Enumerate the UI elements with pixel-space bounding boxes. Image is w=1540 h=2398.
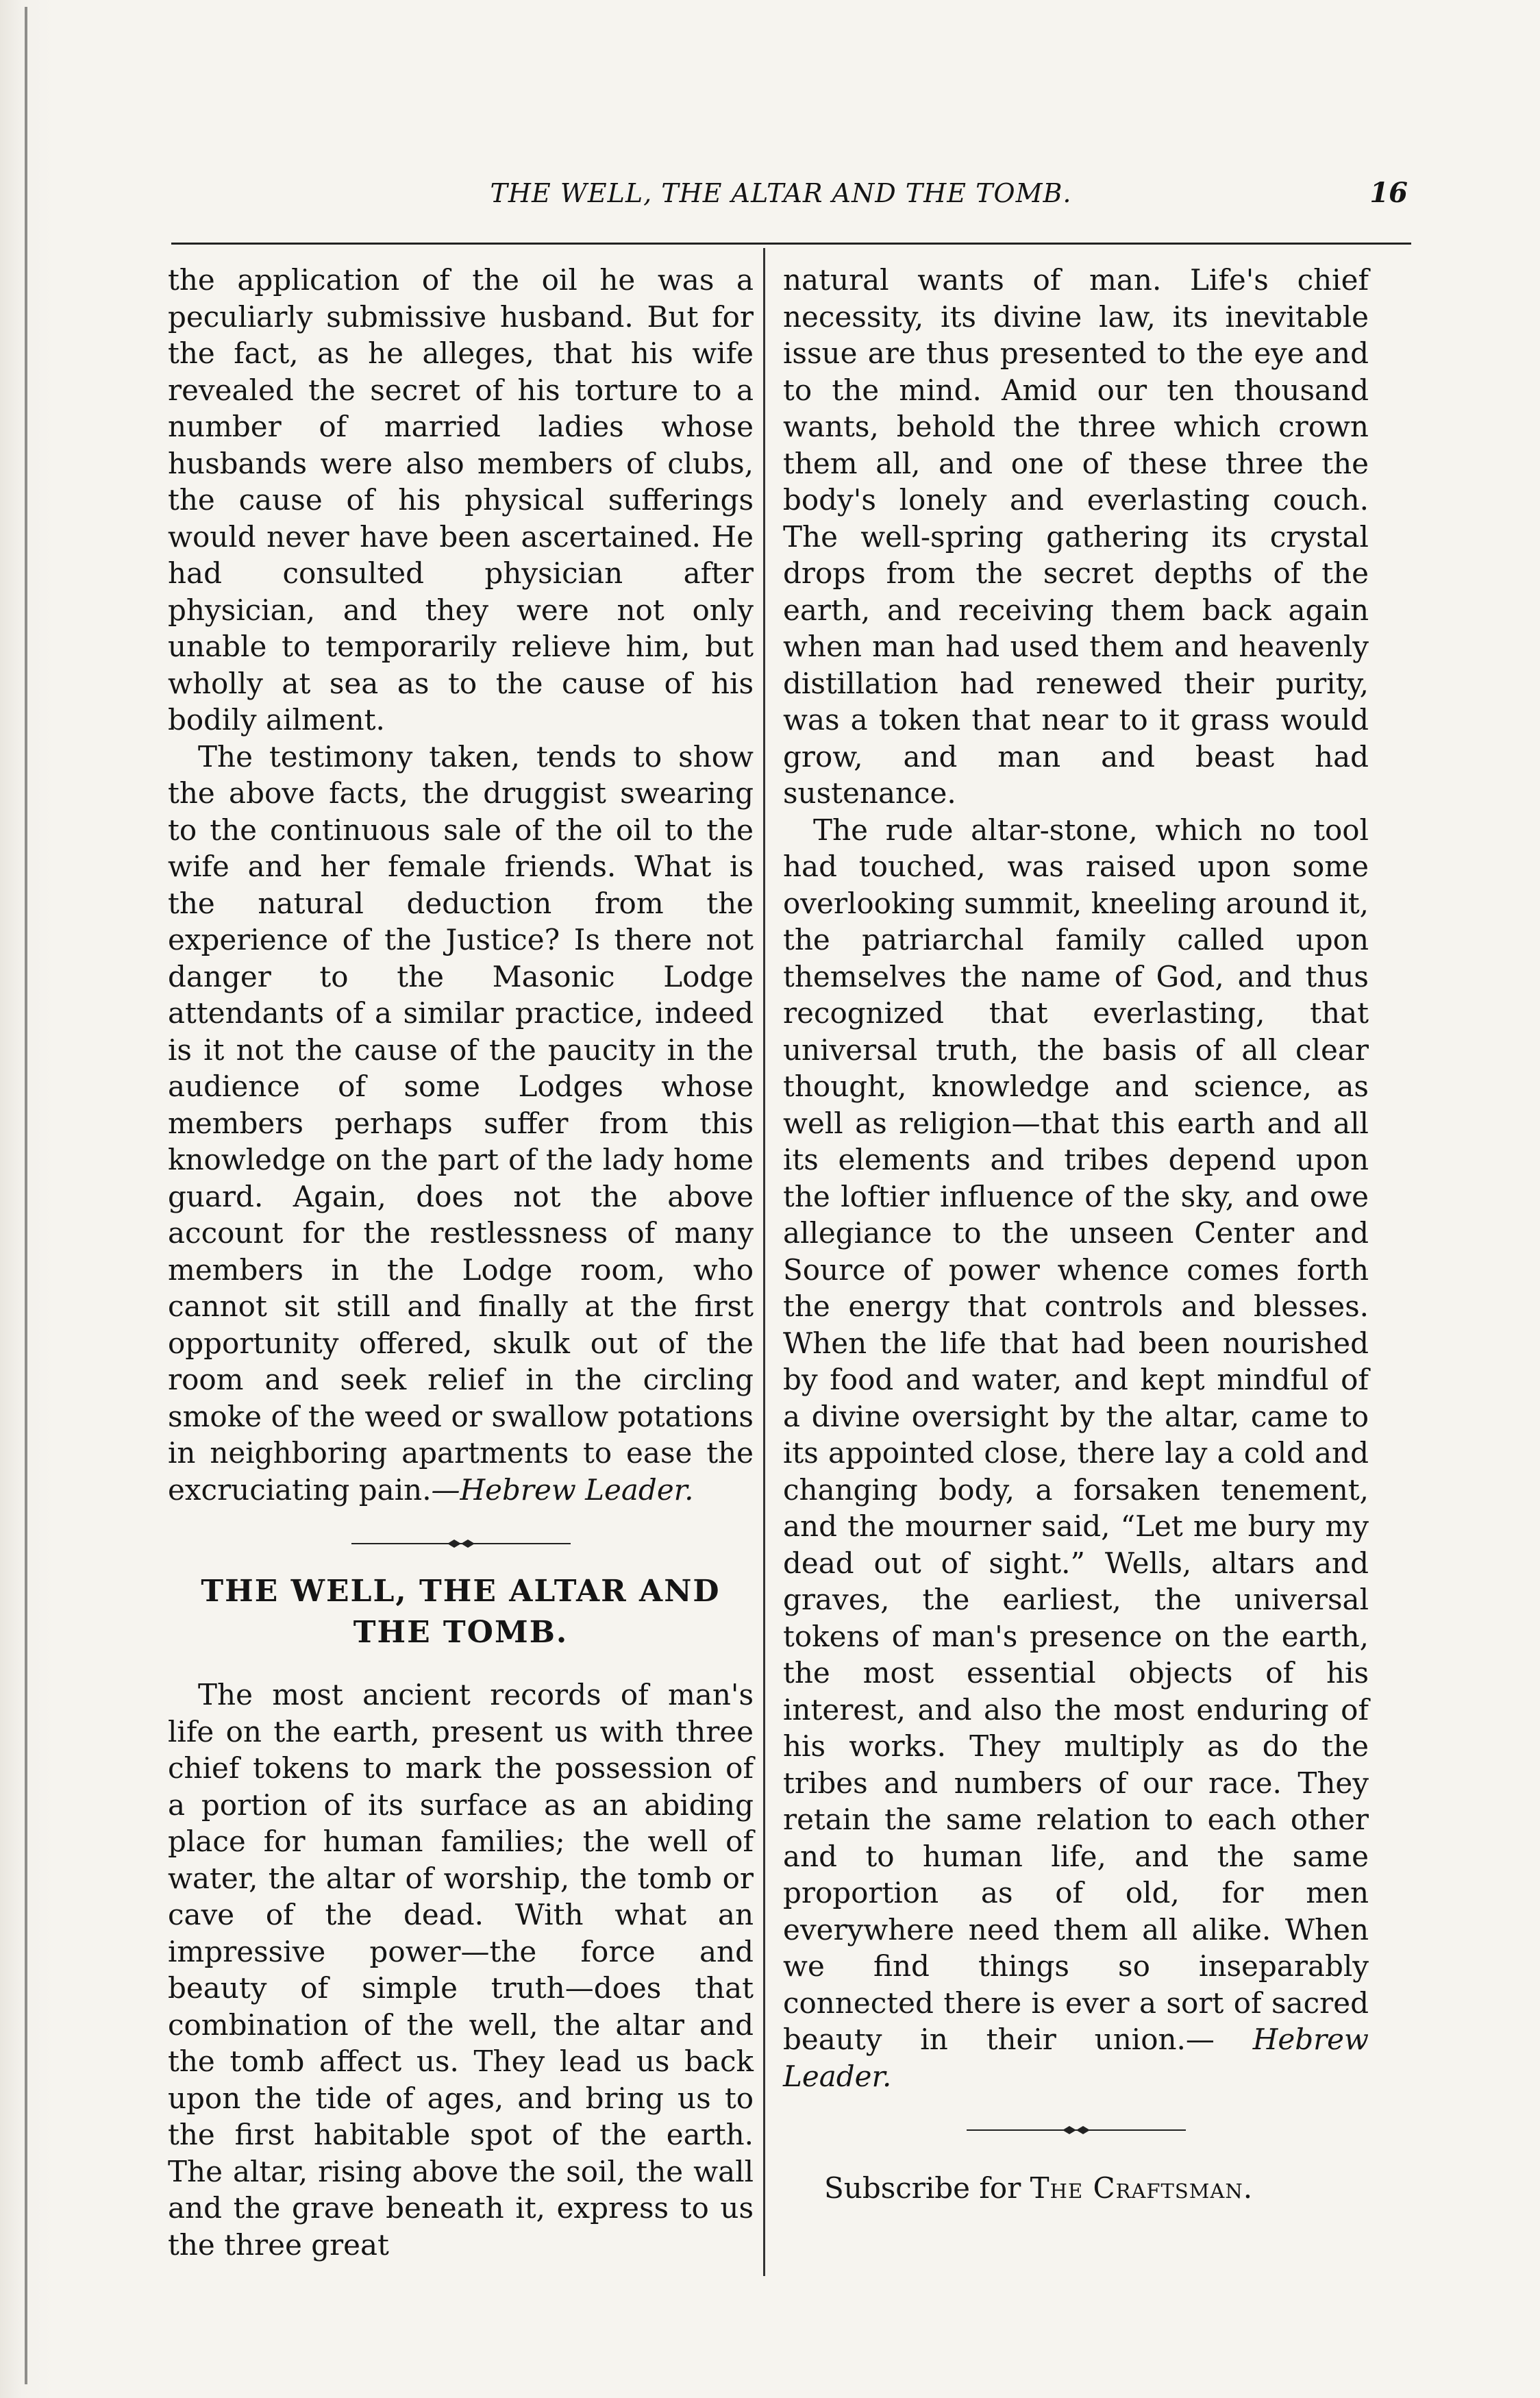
left-column [168, 262, 754, 2263]
subscribe-prefix: Subscribe for [824, 2171, 1021, 2205]
gutter-line [25, 7, 27, 2384]
running-head: THE WELL, THE ALTAR AND THE TOMB. [490, 178, 1072, 208]
left-attribution: —Hebrew Leader. [431, 1472, 694, 1507]
page-number: 16 [1369, 177, 1408, 209]
book-spine-shadow [0, 0, 55, 2398]
section-ornament [351, 1537, 571, 1550]
right-attribution: Hebrew Leader. [783, 2023, 1369, 2093]
left-paragraph-2-text: The testimony taken, tends to show the above facts, the druggist swearing to the continuous sale of the oil to the wife and her female friends. What is the natural deduction from the experience of the Justice? Is there not danger to the Masonic Lodge attendants of a similar practice, indeed is it not the cause of the paucity in the audience of some Lodges whose members perhaps suffer from this knowledge on the part of the lady home guard. Again, does not the above account for the restlessness of many members in the Lodge room, who cannot sit still and finally at the first opportunity offered, skulk out of the room and seek relief in the circling smoke of the weed or swallow potations in neighboring apartments to ease the excruciating pain. [168, 739, 754, 1507]
right-paragraph-2 [783, 812, 1369, 2095]
subscribe-notice [783, 2170, 1369, 2207]
left-paragraph-2 [168, 739, 754, 1509]
left-paragraph-1: the application of the oil he was a peculiarly submissive husband. But for the fact, as he alleges, that his wife revealed the secret of his torture to a number of married ladies whose husbands were also members of clubs, the cause of his physical sufferings would never have been ascertained. He had consulted physician after physician, and they were not only unable to temporarily relieve him, but wholly at sea as to the cause of his bodily ailment. [168, 263, 754, 737]
left-paragraph-3: The most ancient records of man's life on the earth, present us with three chief tokens to mark the possession of a portion of its surface as an abiding place for human families; the well of water, the altar of worship, the tomb or cave of the dead. With what an impressive power—the force and beauty of simple truth—does that combination of the well, the altar and the tomb affect us. They lead us back upon the tide of ages, and bring us to the first habitable spot of the earth. The altar, rising above the soil, the wall and the grave beneath it, express to us the three great [168, 1678, 754, 2262]
publication-name: The Craftsman. [1030, 2171, 1254, 2205]
right-paragraph-1: natural wants of man. Life's chief necessity, its divine law, its inevitable issue are thus presented to the eye and to the mind. Amid our ten thousand wants, behold the three which crown them all, and one of these three the body's lonely and everlasting couch. The well-spring gathering its crystal drops from the secret depths of the earth, and receiving them back again when man had used them and heavenly distillation had renewed their purity, was a token that near to it grass would grow, and man and beast had sustenance. [783, 263, 1369, 810]
closing-ornament [967, 2123, 1186, 2137]
right-paragraph-2-text: The rude altar-stone, which no tool had touched, was raised upon some overlooking summit, kneeling around it, the patriarchal family called upon themselves the name of God, and thus recognized that everlasting, that universal truth, the basis of all clear thought, knowledge and science, as well as religion—that this earth and all its elements and tribes depend upon the loftier influence of the sky, and owe allegiance to the unseen Center and Source of power whence comes forth the energy that controls and blesses. When the life that had been nourished by food and water, and kept mindful of a divine oversight by the altar, came to its appointed close, there lay a cold and changing body, a forsaken tenement, and the mourner said, “Let me bury my dead out of sight.” Wells, altars and graves, the earliest, the universal tokens of man's presence on the earth, the most essential objects of his interest, and also the most enduring of his works. They multiply as do the tribes and numbers of our race. They retain the same relation to each other and to human life, and the same proportion as of old, for men everywhere need them all alike. When we find things so inseparably connected there is ever a sort of sacred beauty in their union.— [783, 813, 1369, 2056]
right-column [783, 262, 1369, 2207]
column-divider [763, 248, 765, 2276]
header-rule [171, 243, 1411, 245]
section-title: THE WELL, THE ALTAR AND THE TOMB. [201, 1574, 721, 1650]
